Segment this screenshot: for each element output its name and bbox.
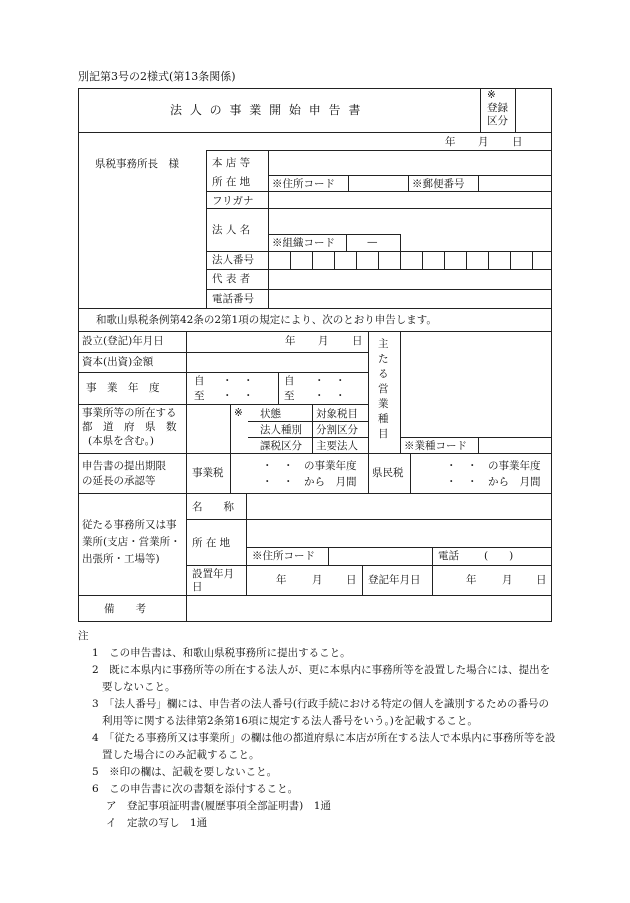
prefecture-label-3: (本県を含む。) — [88, 435, 154, 447]
establish-date-label: 設立(登記)年月日 — [82, 335, 164, 347]
date-day: 日 — [512, 136, 523, 148]
note-6: 6 この申告書に次の書類を添付すること。 — [92, 783, 299, 795]
period-to-1: 至 — [194, 390, 205, 402]
business-tax-label: 事業税 — [192, 467, 224, 479]
note-4: 4 「従たる事務所又は事業所」の欄は他の都道府県に本店が所在する法人で本県内に事務所等を設置した場合にのみ記載すること。 — [92, 732, 556, 761]
remarks-label: 備 考 — [104, 603, 146, 615]
registered-date-label: 登記年月日 — [368, 574, 421, 586]
division-label: 分割区分 — [316, 424, 358, 436]
corp-name-label: 法 人 名 — [212, 224, 251, 236]
main-office-label-3: 出張所・工場等) — [82, 553, 160, 565]
attachment-1: ア 登記事項証明書(履歴事項全部証明書) 1通 — [106, 800, 331, 812]
dots-1: ・ ・ — [222, 375, 254, 387]
head-office-label-1: 本 店 等 — [212, 157, 251, 169]
period-to-2: 至 — [284, 390, 295, 402]
main-business-4: 営 — [378, 383, 389, 395]
biz-dots-2: ・ ・ — [262, 476, 294, 488]
target-tax-label: 対象税目 — [316, 408, 358, 420]
main-office-label-2: 業所(支店・営業所・ — [82, 536, 181, 548]
business-code-label: ※業種コード — [404, 440, 467, 452]
form-number-label: 別記第3号の2様式(第13条関係) — [78, 70, 236, 83]
pref-months: から 月間 — [488, 476, 541, 488]
establish-day: 日 — [352, 335, 363, 347]
main-corp-label: 主要法人 — [316, 440, 358, 452]
location-label: 所 在 地 — [192, 537, 231, 549]
main-business-3: る — [378, 368, 389, 380]
main-business-2: た — [378, 353, 389, 365]
establish-year: 年 — [285, 335, 296, 347]
addressee: 県税事務所長 様 — [95, 158, 179, 170]
phone-label-2: 電話 — [438, 550, 459, 562]
postal-code-label: ※郵便番号 — [412, 178, 465, 190]
pref-dots-2: ・ ・ — [446, 476, 478, 488]
biz-dots-1: ・ ・ — [262, 460, 294, 472]
dots-4: ・ ・ — [314, 390, 346, 402]
note-3: 3 「法人番号」欄には、申告者の法人番号(行政手続における特定の個人を識別するための番号の利用等に関する法律第2条第16項に規定する法人番号をいう。)を記載すること。 — [92, 698, 550, 727]
corp-type-label: 法人種別 — [260, 424, 302, 436]
head-office-label-2: 所 在 地 — [212, 176, 251, 188]
pref-dots-1: ・ ・ — [446, 460, 478, 472]
notes-section — [78, 628, 558, 832]
main-office-label-1: 従たる事務所又は事 — [82, 519, 177, 531]
office-mark: ※ — [234, 407, 243, 419]
representative-label: 代 表 者 — [212, 273, 251, 285]
note-5: 5 ※印の欄は、記載を要しないこと。 — [92, 766, 278, 778]
phone-parens: ( ) — [484, 550, 514, 562]
main-business-5: 業 — [378, 398, 389, 410]
registration-mark: ※ — [487, 89, 496, 101]
setup-month: 月 — [312, 574, 323, 586]
biz-from-year: の事業年度 — [304, 460, 357, 472]
prefecture-label-1: 事業所等の所在する — [82, 407, 177, 419]
address-code-label-2: ※住所コード — [252, 550, 315, 562]
registration-line1: 登録 — [487, 102, 508, 114]
form-title: 法 人 の 事 業 開 始 申 告 書 — [170, 103, 363, 117]
period-from-1: 自 — [194, 375, 205, 387]
name-label: 名 称 — [192, 501, 234, 513]
dots-2: ・ ・ — [222, 390, 254, 402]
dots-3: ・ ・ — [314, 375, 346, 387]
org-code-dash: — — [367, 236, 378, 248]
registered-year: 年 — [466, 574, 477, 586]
setup-date-label-2: 日 — [192, 581, 203, 593]
note-1: 1 この申告書は、和歌山県税事務所に提出すること。 — [92, 647, 351, 659]
note-2: 2 既に本県内に事務所等の所在する法人が、更に本県内に事務所等を設置した場合には、提出を要しないこと。 — [92, 664, 551, 693]
status-label: 状態 — [260, 408, 281, 420]
date-month: 月 — [478, 136, 489, 148]
extension-label-1: 申告書の提出期限 — [82, 460, 166, 472]
setup-date-label-1: 設置年月 — [192, 568, 234, 580]
registration-line2: 区分 — [487, 115, 508, 127]
pref-from-year: の事業年度 — [488, 460, 541, 472]
corp-number-label: 法人番号 — [212, 254, 254, 266]
org-code-label: ※組織コード — [272, 237, 335, 249]
tax-class-label: 課税区分 — [260, 440, 302, 452]
registered-month: 月 — [502, 574, 513, 586]
address-code-label: ※住所コード — [272, 178, 335, 190]
extension-label-2: の延長の承認等 — [82, 475, 156, 487]
establish-month: 月 — [318, 335, 329, 347]
furigana-label: フリガナ — [212, 195, 254, 207]
registered-day: 日 — [536, 574, 547, 586]
notes-heading: 注 — [78, 630, 89, 642]
period-from-2: 自 — [284, 375, 295, 387]
date-year: 年 — [445, 136, 456, 148]
pref-tax-label: 県民税 — [372, 467, 404, 479]
declaration: 和歌山県税条例第42条の2第1項の規定により、次のとおり申告します。 — [96, 314, 437, 326]
main-business-7: 目 — [378, 428, 389, 440]
prefecture-label-2: 都 道 府 県 数 — [82, 421, 177, 433]
main-business-6: 種 — [378, 413, 389, 425]
phone-label: 電話番号 — [212, 293, 254, 305]
business-year-label: 事 業 年 度 — [86, 382, 160, 394]
attachment-2: イ 定款の写し 1通 — [106, 817, 208, 829]
capital-label: 資本(出資)金額 — [82, 356, 154, 368]
setup-year: 年 — [276, 574, 287, 586]
main-business-1: 主 — [378, 338, 389, 350]
biz-months: から 月間 — [304, 476, 357, 488]
setup-day: 日 — [346, 574, 357, 586]
